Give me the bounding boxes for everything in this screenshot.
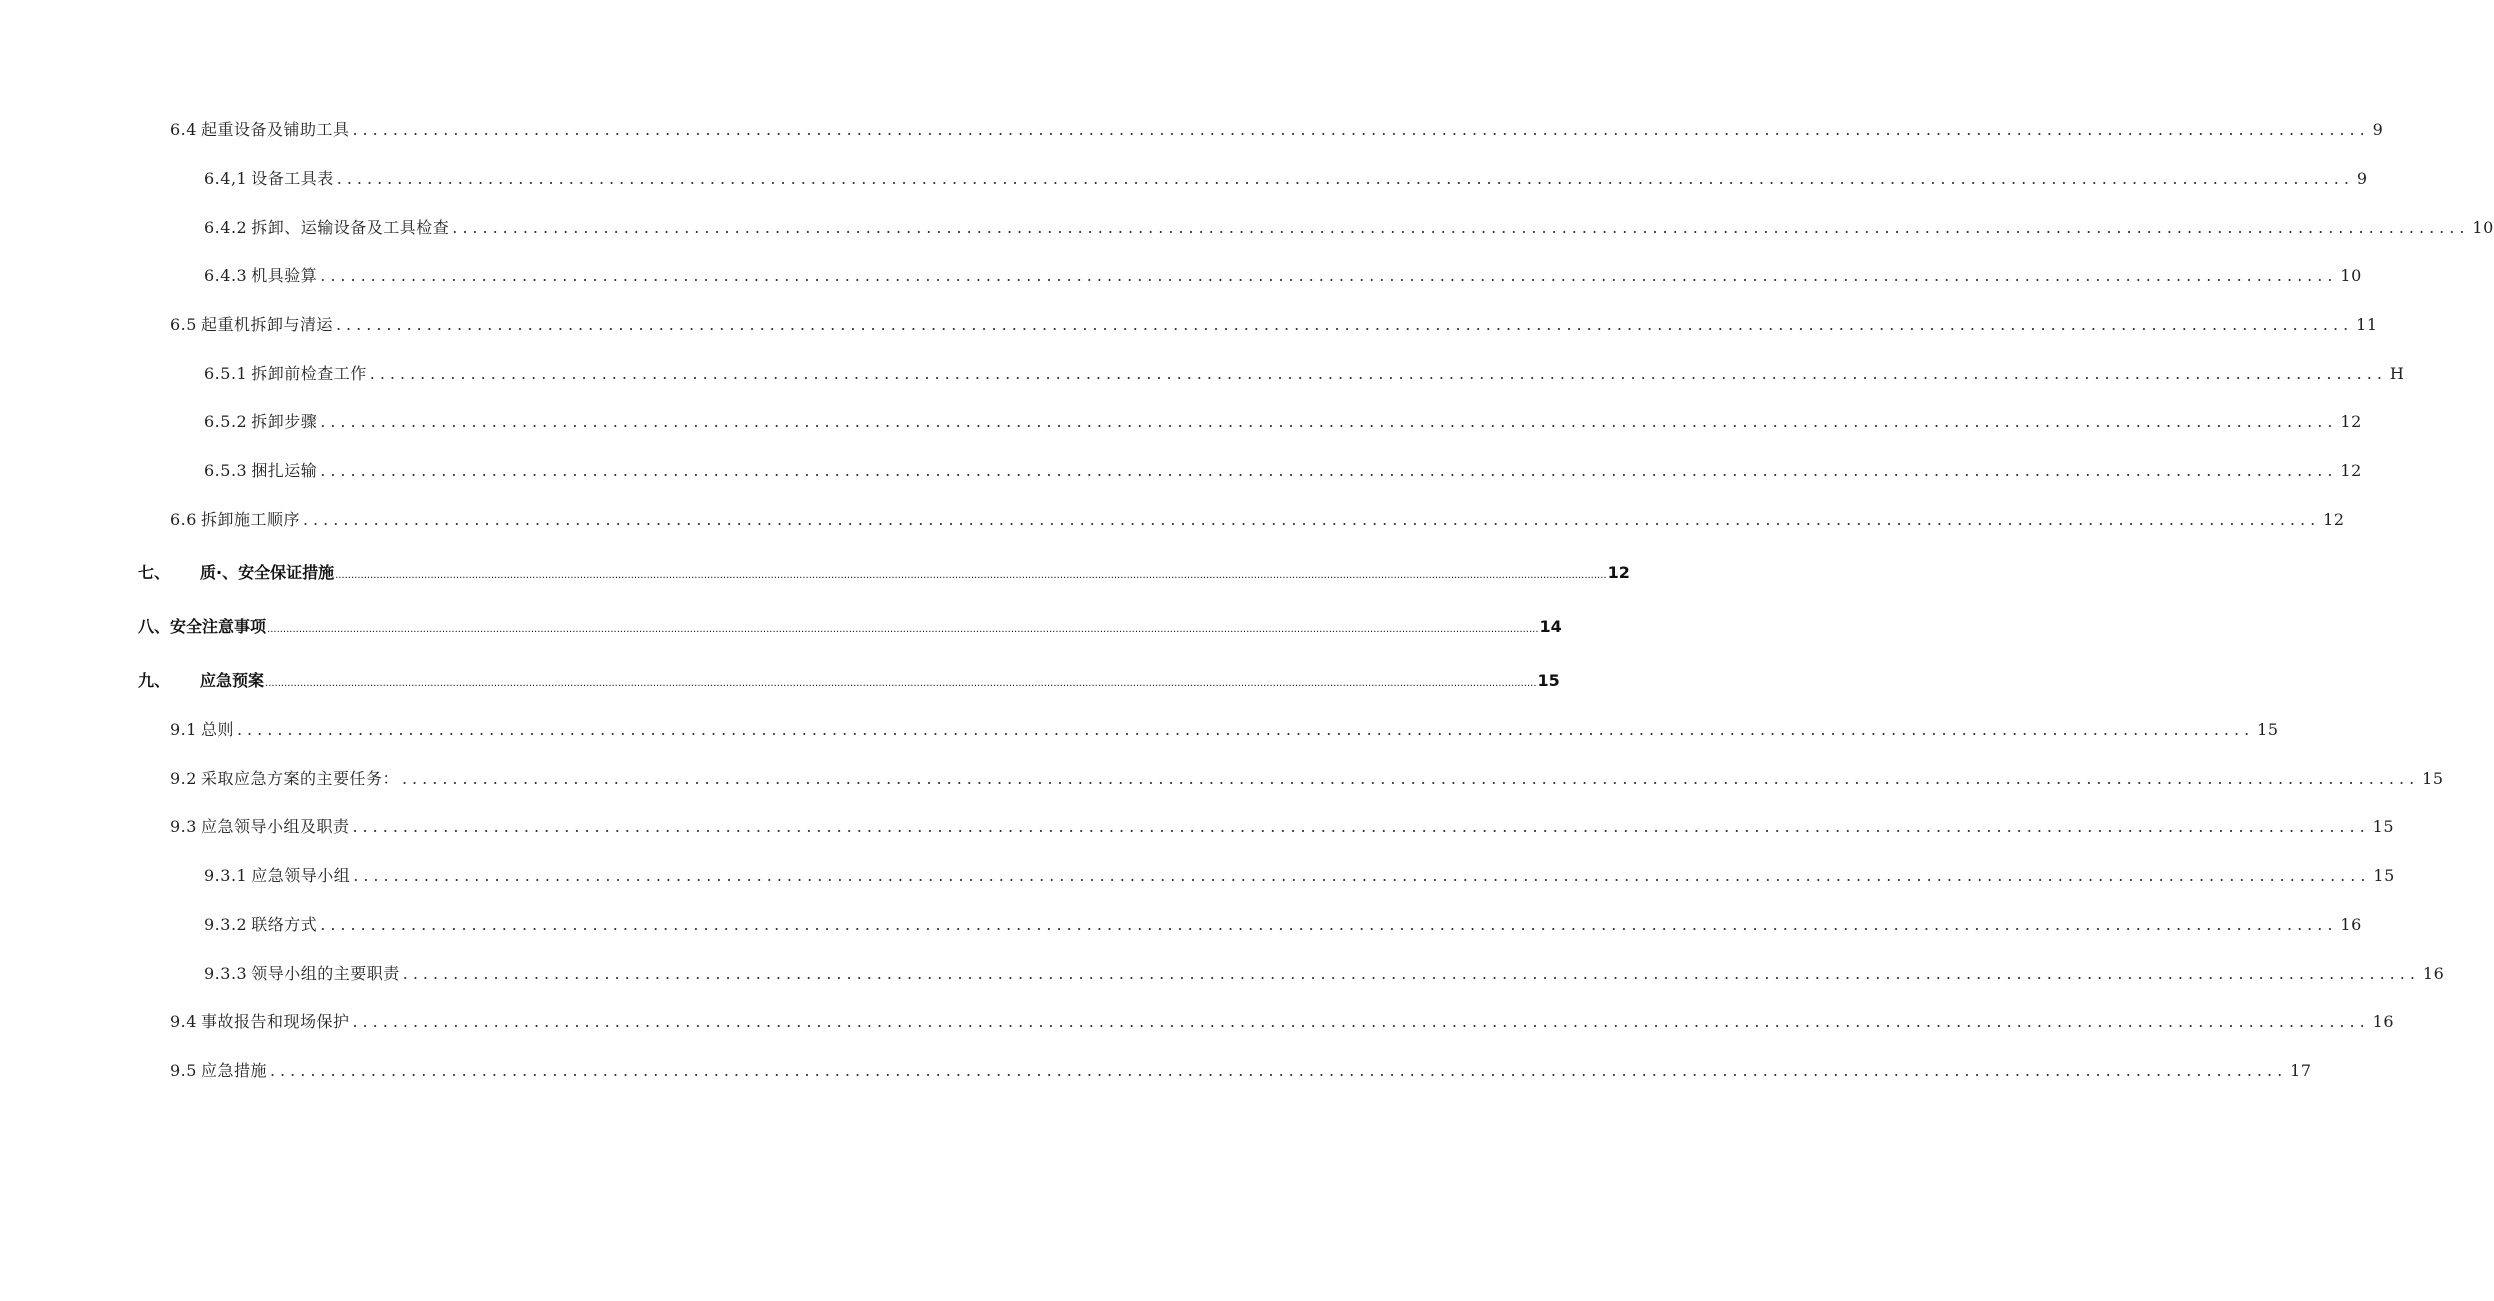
toc-dot-leader: ........................................................................................................................................................................................................ <box>269 1061 2288 1080</box>
toc-dot-leader: ................................................................................................................................................................................................................................................................................................................................................................................................................ <box>267 624 1539 635</box>
toc-entry[interactable] <box>138 668 1560 694</box>
toc-dot-leader: ................................................................................................................................................................................................................................................................................................................................................................................................................ <box>265 678 1537 689</box>
toc-entry-title: 安全注意事项 <box>170 617 267 636</box>
toc-entry[interactable] <box>138 614 1562 640</box>
toc-dot-leader: ........................................................................................................................................................................................................ <box>369 364 2387 383</box>
toc-entry-number: 6.5 <box>170 315 197 334</box>
toc-entry-page: 12 <box>1607 563 1630 582</box>
toc-entry-number: 6.4,1 <box>204 169 248 188</box>
toc-entry-title: 拆卸步骤 <box>251 412 318 431</box>
toc-entry[interactable] <box>204 912 2362 938</box>
toc-entry-page: 9 <box>2356 169 2368 188</box>
toc-entry-number: 6.5.3 <box>204 461 248 480</box>
toc-dot-leader: ........................................................................................................................................................................................................ <box>336 169 2354 188</box>
toc-entry-number: 9.3.1 <box>204 866 248 885</box>
toc-entry-number: 九、 <box>138 671 171 690</box>
toc-entry-page: 15 <box>2257 720 2279 739</box>
toc-entry-number: 9.4 <box>170 1012 197 1031</box>
toc-entry-title: 设备工具表 <box>251 169 334 188</box>
toc-dot-leader: ........................................................................................................................................................................................................ <box>352 120 2370 139</box>
toc-entry-page: 16 <box>2422 964 2445 983</box>
toc-entry-number: 八、 <box>138 617 171 636</box>
toc-entry-page: 15 <box>2372 817 2395 836</box>
toc-entry-page: 10 <box>2472 218 2494 237</box>
toc-entry-title: 总则 <box>200 720 234 739</box>
toc-entry-number: 七、 <box>138 563 171 582</box>
toc-entry-number: 9.3.3 <box>204 964 248 983</box>
toc-entry-page: 15 <box>1537 671 1560 690</box>
toc-entry[interactable] <box>204 863 2395 889</box>
toc-entry-title: 应急预案 <box>200 671 265 690</box>
toc-entry-title: 拆卸前检查工作 <box>251 364 367 383</box>
toc-dot-leader: ........................................................................................................................................................................................................ <box>302 510 2321 529</box>
toc-dot-leader: ........................................................................................................................................................................................................ <box>320 915 2338 934</box>
toc-entry-title: 联络方式 <box>251 915 318 934</box>
toc-entry-number: 9.5 <box>170 1061 197 1080</box>
toc-entry-title: 机具验算 <box>251 266 318 285</box>
toc-dot-leader: ........................................................................................................................................................................................................ <box>353 866 2371 885</box>
toc-entry[interactable] <box>204 361 2405 387</box>
toc-entry-page: 12 <box>2340 412 2362 431</box>
toc-entry[interactable] <box>170 117 2384 143</box>
toc-entry[interactable] <box>170 312 2378 338</box>
toc-entry-title: 应急领导小组 <box>251 866 351 885</box>
toc-dot-leader: ........................................................................................................................................................................................................ <box>320 461 2338 480</box>
toc-entry[interactable] <box>204 961 2445 987</box>
toc-entry[interactable] <box>204 263 2362 289</box>
toc-entry-number: 9.1 <box>170 720 197 739</box>
toc-entry-page: H <box>2389 364 2405 383</box>
toc-entry-title: 应急措施 <box>200 1061 267 1080</box>
toc-entry-number: 6.6 <box>170 510 197 529</box>
toc-entry-title: 拆卸施工顺序 <box>200 510 300 529</box>
toc-entry-page: 14 <box>1539 617 1562 636</box>
toc-dot-leader: ........................................................................................................................................................................................................ <box>401 769 2420 788</box>
toc-entry-title: 领导小组的主要职责 <box>251 964 400 983</box>
toc-entry-number: 9.3.2 <box>204 915 248 934</box>
toc-entry-number: 6.4 <box>170 120 197 139</box>
toc-entry-title: 起重机拆卸与清运 <box>200 315 333 334</box>
toc-entry-title: 捆扎运输 <box>251 461 318 480</box>
toc-entry[interactable] <box>170 814 2395 840</box>
toc-entry-title: 起重设备及铺助工具 <box>200 120 350 139</box>
toc-entry-number: 6.5.1 <box>204 364 248 383</box>
toc-dot-leader: ........................................................................................................................................................................................................ <box>320 412 2338 431</box>
toc-entry[interactable] <box>204 215 2494 241</box>
toc-dot-leader: ........................................................................................................................................................................................................ <box>236 720 2255 739</box>
toc-entry[interactable] <box>170 507 2345 533</box>
toc-entry[interactable] <box>204 166 2368 192</box>
toc-entry-number: 6.5.2 <box>204 412 248 431</box>
toc-entry-title: 应急领导小组及职责 <box>200 817 350 836</box>
toc-entry[interactable] <box>204 458 2362 484</box>
toc-entry-number: 9.3 <box>170 817 197 836</box>
toc-entry-page: 9 <box>2372 120 2384 139</box>
toc-entry-page: 17 <box>2290 1061 2312 1080</box>
toc-entry[interactable] <box>170 1058 2312 1084</box>
toc-dot-leader: ........................................................................................................................................................................................................ <box>352 1012 2370 1031</box>
toc-dot-leader: ........................................................................................................................................................................................................ <box>452 218 2470 237</box>
toc-entry-page: 15 <box>2422 769 2444 788</box>
toc-entry-page: 12 <box>2340 461 2362 480</box>
toc-entry[interactable] <box>138 560 1630 586</box>
toc-dot-leader: ........................................................................................................................................................................................................ <box>402 964 2420 983</box>
toc-entry-page: 12 <box>2323 510 2345 529</box>
toc-dot-leader: ................................................................................................................................................................................................................................................................................................................................................................................................................ <box>335 570 1607 581</box>
toc-dot-leader: ........................................................................................................................................................................................................ <box>335 315 2354 334</box>
toc-entry-title: 事故报告和现场保护 <box>200 1012 350 1031</box>
toc-entry[interactable] <box>170 766 2444 792</box>
toc-entry-number: 6.4.2 <box>204 218 248 237</box>
toc-entry-page: 16 <box>2340 915 2362 934</box>
toc-entry[interactable] <box>170 1009 2395 1035</box>
toc-entry-page: 15 <box>2373 866 2395 885</box>
toc-entry-number: 9.2 <box>170 769 197 788</box>
toc-entry[interactable] <box>204 409 2362 435</box>
toc-entry-page: 10 <box>2340 266 2362 285</box>
toc-entry-title: 采取应急方案的主要任务： <box>200 769 399 788</box>
toc-entry-title: 质·、安全保证措施 <box>200 563 335 582</box>
toc-dot-leader: ........................................................................................................................................................................................................ <box>320 266 2338 285</box>
toc-entry-page: 16 <box>2372 1012 2395 1031</box>
toc-entry-page: 11 <box>2356 315 2378 334</box>
toc-dot-leader: ........................................................................................................................................................................................................ <box>352 817 2370 836</box>
toc-entry[interactable] <box>170 717 2279 743</box>
toc-entry-number: 6.4.3 <box>204 266 248 285</box>
toc-entry-title: 拆卸、运输设备及工具检查 <box>251 218 450 237</box>
